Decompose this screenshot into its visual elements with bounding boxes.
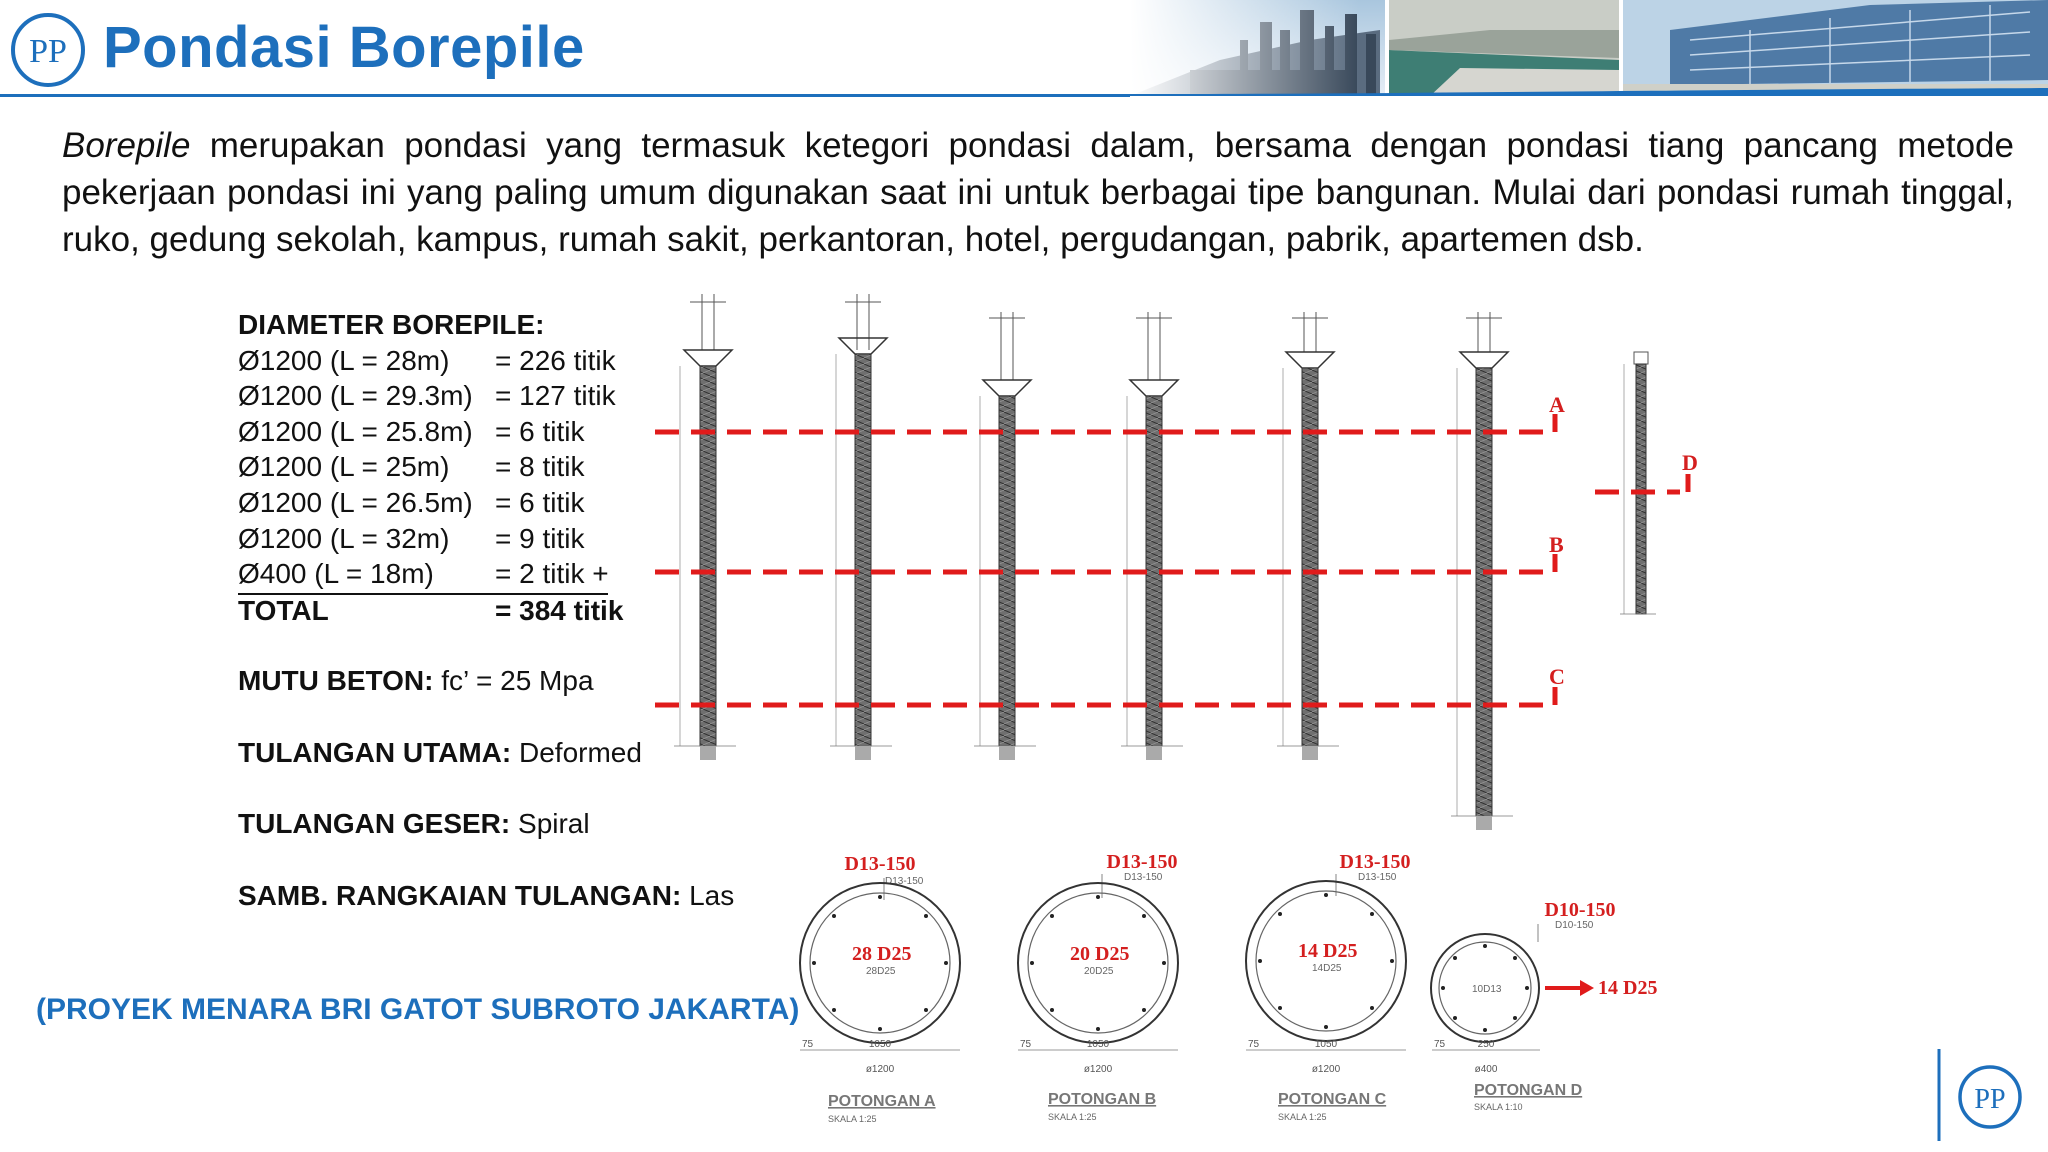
svg-text:75: 75 [1248, 1039, 1260, 1050]
svg-text:D13-150: D13-150 [885, 876, 924, 887]
section-b [1018, 851, 1178, 1122]
svg-text:D13-150: D13-150 [1339, 851, 1411, 873]
svg-text:POTONGAN B: POTONGAN B [1048, 1091, 1157, 1108]
pile-elevation [1121, 312, 1183, 760]
svg-text:75: 75 [1020, 1039, 1032, 1050]
svg-text:SKALA 1:25: SKALA 1:25 [828, 1114, 877, 1124]
section-bar-dots [812, 893, 1529, 1032]
svg-text:D13-150: D13-150 [844, 853, 916, 875]
svg-text:SKALA 1:25: SKALA 1:25 [1048, 1112, 1097, 1122]
intro-paragraph [62, 122, 2014, 263]
pile-elevation [1277, 312, 1339, 760]
pile-elevation [674, 294, 736, 760]
svg-text:POTONGAN A: POTONGAN A [828, 1093, 936, 1110]
cut-label-c: C [1549, 664, 1565, 689]
cut-label-b: B [1549, 532, 1564, 557]
tulangan-utama: TULANGAN UTAMA: Deformed [238, 737, 642, 768]
cut-label-a: A [1549, 392, 1565, 417]
tulangan-geser: TULANGAN GESER: Spiral [238, 808, 590, 839]
svg-text:28 D25: 28 D25 [852, 943, 912, 965]
project-caption: (PROYEK MENARA BRI GATOT SUBROTO JAKARTA) [36, 993, 800, 1026]
header-banner-image [1130, 0, 2048, 96]
svg-text:75: 75 [802, 1039, 814, 1050]
sambungan-tulangan: SAMB. RANGKAIAN TULANGAN: Las [238, 880, 735, 911]
svg-text:20D25: 20D25 [1084, 966, 1114, 977]
spec-heading: DIAMETER BOREPILE: [238, 309, 545, 340]
section-d [1431, 899, 1657, 1112]
svg-text:20 D25: 20 D25 [1070, 943, 1130, 965]
svg-text:D13-150: D13-150 [1358, 872, 1397, 883]
pp-logo-icon [8, 10, 88, 90]
cut-arrows [1555, 414, 1688, 705]
svg-text:10D13: 10D13 [1472, 984, 1502, 995]
svg-text:D10-150: D10-150 [1555, 920, 1594, 931]
intro-term: Borepile [62, 126, 191, 165]
svg-text:ø1200: ø1200 [865, 1064, 895, 1075]
cross-sections-drawing [780, 840, 1680, 1145]
borepile-elevation-drawing [640, 280, 1720, 850]
section-a [800, 853, 960, 1124]
svg-text:SKALA 1:25: SKALA 1:25 [1278, 1112, 1327, 1122]
svg-text:250: 250 [1477, 1039, 1495, 1050]
svg-text:ø400: ø400 [1474, 1064, 1498, 1075]
svg-text:POTONGAN D: POTONGAN D [1474, 1082, 1583, 1099]
svg-text:SKALA 1:10: SKALA 1:10 [1474, 1102, 1523, 1112]
cut-lines [655, 432, 1680, 705]
svg-text:ø1200: ø1200 [1311, 1064, 1341, 1075]
svg-text:PP: PP [29, 33, 67, 70]
svg-text:D13-150: D13-150 [1124, 872, 1163, 883]
svg-text:POTONGAN C: POTONGAN C [1278, 1091, 1387, 1108]
cut-label-d: D [1682, 450, 1698, 475]
svg-text:D13-150: D13-150 [1106, 851, 1178, 873]
svg-text:D10-150: D10-150 [1544, 899, 1616, 921]
intro-text: merupakan pondasi yang termasuk ketegori pondasi dalam, bersama dengan pondasi tiang pancang metode pekerjaan pondasi ini yang paling umum digunakan saat ini untuk berbagai tipe bangunan. Mulai dari pondasi rumah tinggal, ruko, gedung sekolah, kampus, rumah sakit, perkantoran, hotel, pergudangan, pabrik, apartemen dsb. [62, 126, 2014, 259]
page-title: Pondasi Borepile [103, 15, 585, 80]
header-rule [0, 92, 1130, 100]
pile-elevation-small [1620, 352, 1656, 614]
section-c [1246, 851, 1411, 1122]
svg-text:ø1200: ø1200 [1083, 1064, 1113, 1075]
pile-elevation [830, 294, 892, 760]
svg-text:PP: PP [1974, 1084, 2006, 1115]
svg-text:14 D25: 14 D25 [1598, 977, 1658, 999]
svg-text:28D25: 28D25 [866, 966, 896, 977]
svg-text:14 D25: 14 D25 [1298, 940, 1358, 962]
svg-text:1050: 1050 [868, 1039, 892, 1050]
svg-text:14D25: 14D25 [1312, 963, 1342, 974]
pile-elevation [974, 312, 1036, 760]
mutu-beton: MUTU BETON: fc’ = 25 Mpa [238, 665, 594, 696]
svg-text:1050: 1050 [1086, 1039, 1110, 1050]
svg-text:1050: 1050 [1314, 1039, 1338, 1050]
svg-text:75: 75 [1434, 1039, 1446, 1050]
footer-pp-logo-icon [1935, 1045, 2035, 1145]
header [0, 0, 2048, 100]
